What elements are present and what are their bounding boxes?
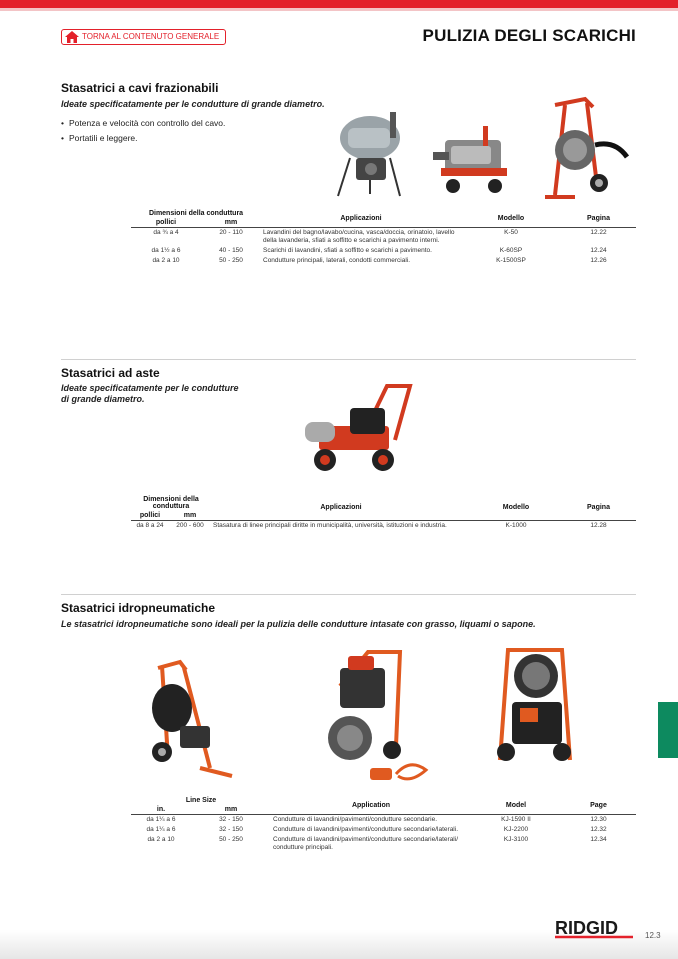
section1-bullets [61, 118, 225, 148]
col-header-app: Applicazioni [211, 495, 471, 521]
col-header-mm: mm [169, 511, 211, 521]
col-header-page: Page [561, 796, 636, 815]
section2-table [131, 495, 636, 531]
section-divider [61, 359, 636, 360]
cell-mm: 50 - 250 [219, 836, 243, 843]
col-header-app: Applicazioni [261, 209, 461, 228]
col-header-inch: in. [131, 805, 191, 815]
cell-mm: 32 - 150 [219, 816, 243, 823]
cell-app: Lavandini del bagno/lavabo/cucina, vasca/doccia, orinatoio, lavello della lavanderia, sfiati a soffitto e scarichi a pavimento interni. [263, 229, 455, 244]
cell-inch: da 1¼ a 6 [146, 816, 176, 823]
table-row [131, 815, 636, 826]
cell-inch: da ¾ a 4 [153, 229, 179, 236]
cell-inch: da 8 a 24 [136, 522, 164, 529]
section3-subtitle: Le stasatrici idropneumatiche sono ideali per la pulizia delle condutture intasate con grasso, liquami o sapone. [61, 619, 536, 629]
subtitle-line: di grande diametro. [61, 394, 145, 404]
cell-inch: da 2 a 10 [152, 257, 180, 264]
cell-mm: 200 - 600 [176, 522, 204, 529]
kj1590-machine-image [140, 658, 240, 786]
col-header-dim: Dimensioni della conduttura [143, 496, 199, 510]
bullet-item: • Potenza e velocità con controllo del cavo. [61, 118, 225, 128]
cell-mm: 40 - 150 [219, 247, 243, 254]
cell-app: Condutture principali, laterali, condotti commerciali. [263, 257, 411, 264]
col-header-dim: Line Size [185, 797, 217, 804]
k60sp-machine-image [433, 122, 515, 196]
page-title: PULIZIA DEGLI SCARICHI [422, 26, 636, 45]
table-row [131, 256, 636, 266]
kj3100-machine-image [490, 640, 580, 770]
cell-model: K-1500SP [496, 257, 526, 264]
top-light-bar [0, 8, 678, 11]
kj2200-machine-image [300, 646, 430, 786]
page-number: 12.3 [645, 931, 661, 940]
k1000-machine-image [295, 378, 420, 478]
cell-page: 12.32 [590, 826, 607, 833]
cell-page: 12.28 [590, 522, 607, 529]
bullet-item: • Portatili e leggere. [61, 133, 225, 143]
col-header-page: Pagina [561, 495, 636, 521]
col-header-inch: pollici [131, 218, 201, 228]
cell-page: 12.24 [590, 247, 607, 254]
col-header-model: Model [471, 796, 561, 815]
col-header-page: Pagina [561, 209, 636, 228]
back-to-contents-button[interactable] [61, 29, 226, 45]
k1500sp-machine-image [535, 95, 630, 205]
cell-model: KJ-1590 II [501, 816, 531, 823]
col-header-model: Modello [461, 209, 561, 228]
section3-title: Stasatrici idropneumatiche [61, 601, 216, 615]
col-header-model: Modello [471, 495, 561, 521]
cell-model: KJ-2200 [503, 826, 529, 833]
cell-inch: da 1¼ a 6 [146, 826, 176, 833]
cell-mm: 50 - 250 [219, 257, 243, 264]
chapter-side-tab[interactable] [658, 702, 678, 758]
cell-page: 12.26 [590, 257, 607, 264]
table-row [131, 835, 636, 853]
col-header-inch: pollici [131, 511, 169, 521]
cell-app: Stasatura di linee principali diritte in municipalità, università, istituzioni e industria. [213, 522, 447, 529]
cell-page: 12.22 [590, 229, 607, 236]
section-divider [61, 594, 636, 595]
cell-app: Condutture di lavandini/pavimenti/condutture secondarie/laterali. [273, 826, 458, 833]
brand-text: RIDGID [555, 918, 618, 938]
cell-mm: 20 - 110 [219, 229, 243, 236]
section2-title: Stasatrici ad aste [61, 366, 160, 380]
section1-subtitle: Ideate specificatamente per le condutture di grande diametro. [61, 99, 325, 109]
cell-model: K-50 [504, 229, 518, 236]
cell-app: Condutture di lavandini/pavimenti/condutture secondarie/laterali/ condutture principali. [273, 836, 458, 851]
ridgid-logo [555, 915, 637, 941]
col-header-dim: Dimensioni della conduttura [148, 210, 244, 217]
table-row [131, 521, 636, 532]
table-row [131, 825, 636, 835]
cell-app: Condutture di lavandini/pavimenti/condutture secondarie. [273, 816, 438, 823]
cell-page: 12.34 [590, 836, 607, 843]
table-row [131, 246, 636, 256]
cell-inch: da 2 a 10 [147, 836, 175, 843]
section1-title: Stasatrici a cavi frazionabili [61, 81, 219, 95]
col-header-mm: mm [191, 805, 271, 815]
col-header-app: Application [271, 796, 471, 815]
cell-mm: 32 - 150 [219, 826, 243, 833]
section1-table [131, 209, 636, 266]
subtitle-line: Ideate specificatamente per le condutture [61, 383, 239, 393]
section2-subtitle [61, 383, 239, 405]
table-row [131, 228, 636, 247]
home-icon [64, 30, 80, 44]
cell-model: K-60SP [499, 247, 523, 254]
cell-app: Scarichi di lavandini, sfiati a soffitto e scarichi a pavimento. [263, 247, 432, 254]
cell-model: KJ-3100 [503, 836, 529, 843]
top-red-bar [0, 0, 678, 8]
back-link-label: TORNA AL CONTENUTO GENERALE [82, 32, 220, 41]
k50-machine-image [330, 108, 420, 200]
section3-table [131, 796, 636, 853]
cell-inch: da 1½ a 6 [151, 247, 181, 254]
cell-model: K-1000 [505, 522, 527, 529]
col-header-mm: mm [201, 218, 261, 228]
cell-page: 12.30 [590, 816, 607, 823]
